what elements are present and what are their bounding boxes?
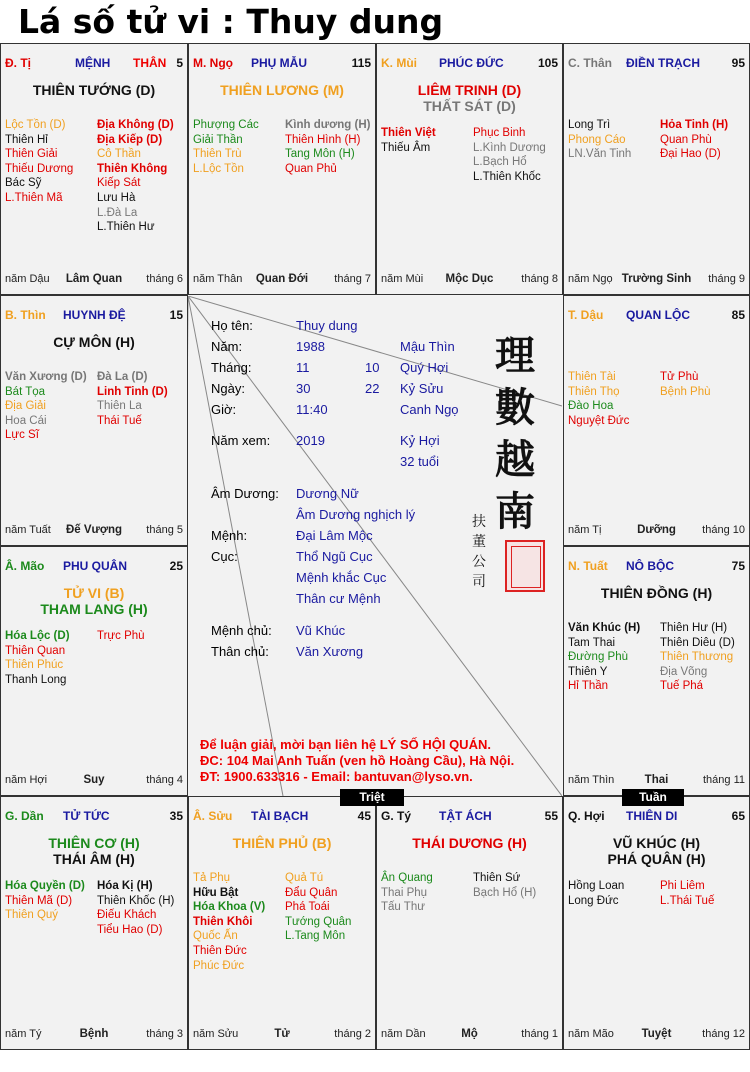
minor-stars-right	[660, 621, 735, 694]
palace-stage: Trường Sinh	[621, 273, 692, 285]
minor-star: Thiên Mã (D)	[5, 894, 73, 907]
minor-stars-left	[381, 871, 433, 915]
minor-star: Thiên Tài	[568, 371, 616, 383]
minor-star: L.Tang Môn	[285, 930, 346, 943]
view-year-label: Năm xem:	[211, 433, 271, 448]
month-label: Tháng:	[211, 360, 252, 375]
amduong-label: Âm Dương:	[211, 486, 279, 501]
minor-star: Cô Thần	[97, 148, 141, 161]
minor-star: Thiên Trù	[193, 148, 242, 161]
minor-star: Thiên Thọ	[568, 385, 620, 398]
palace-number: 5	[176, 56, 183, 70]
palace-header	[5, 809, 183, 823]
palace-number: 45	[357, 809, 371, 823]
palace-stage: Tử	[274, 1028, 290, 1040]
year-can: Mậu Thìn	[400, 339, 455, 354]
minor-star: Thái Tuế	[97, 414, 142, 427]
minor-star: Thiên Thương	[660, 651, 734, 664]
minor-star: Thiên Hư (H)	[660, 622, 728, 634]
cuc-value: Thổ Ngũ Cục	[296, 549, 373, 564]
minor-star: LN.Văn Tinh	[568, 148, 632, 161]
palace-header	[568, 308, 745, 322]
palace-footer	[5, 774, 183, 788]
main-star: THIÊN TƯỚNG (D)	[32, 82, 156, 98]
palace-stage: Mộc Dục	[445, 273, 494, 285]
palace-footer	[5, 1028, 183, 1042]
palace-month: tháng 2	[334, 1028, 371, 1040]
minor-stars-right	[660, 118, 728, 162]
palace-stage: Thai	[644, 774, 669, 786]
age-value: 32 tuổi	[400, 454, 440, 469]
minor-star: L.Thiên Hư	[97, 221, 155, 234]
calligraphy-small-char: 公	[472, 554, 486, 570]
cuc-label: Cục:	[211, 549, 238, 564]
palace-stage: Bệnh	[79, 1028, 109, 1040]
day-label: Ngày:	[211, 381, 245, 396]
palace-header	[193, 56, 371, 70]
palace-footer	[568, 774, 745, 788]
palace-header	[5, 559, 183, 573]
minor-star: L.Thiên Mã	[5, 191, 63, 204]
palace-cell	[0, 43, 188, 295]
minor-star: Thiên Hình (H)	[285, 133, 361, 146]
minor-star: Hồng Loan	[568, 880, 625, 892]
palace-number: 15	[169, 308, 183, 322]
minor-star: Đẩu Quân	[285, 886, 338, 899]
palace-year: năm Mão	[568, 1028, 614, 1040]
palace-cell	[188, 796, 376, 1050]
palace-number: 35	[169, 809, 183, 823]
minor-star: Thiếu Âm	[381, 141, 431, 154]
hour-value: 11:40	[296, 402, 328, 417]
name-value: Thuy dung	[296, 318, 358, 333]
main-star: PHÁ QUÂN (H)	[607, 851, 706, 867]
palace-header	[568, 559, 745, 573]
minor-star: Tuế Phá	[660, 680, 704, 693]
palace-month: tháng 3	[146, 1028, 183, 1040]
minor-star: Phi Liêm	[660, 880, 705, 892]
palace-number: 65	[731, 809, 745, 823]
palace-position: M. Ngọ	[193, 56, 233, 70]
palace-footer	[193, 1028, 371, 1042]
than-chu-value: Văn Xương	[296, 644, 364, 659]
month-lunar: 10	[365, 360, 380, 375]
minor-star: Kiếp Sát	[97, 177, 141, 190]
minor-star: Bát Tọa	[5, 385, 46, 398]
minor-star: Hóa Lộc (D)	[5, 630, 70, 642]
palace-month: tháng 8	[521, 273, 558, 285]
day-value: 30	[296, 381, 311, 396]
minor-stars-left	[568, 370, 629, 428]
palace-stage: Tuyệt	[641, 1028, 672, 1040]
minor-star: Tả Phụ	[193, 872, 231, 884]
minor-star: Thiên Khôi	[193, 915, 253, 928]
palace-year: năm Hợi	[5, 774, 48, 786]
minor-stars-right	[97, 879, 174, 937]
minor-stars-left	[193, 118, 259, 176]
palace-cell	[563, 546, 750, 796]
palace-cell	[563, 295, 750, 546]
palace-header	[381, 56, 558, 70]
palace-month: tháng 6	[146, 273, 183, 285]
minor-stars-right	[285, 871, 351, 944]
minor-stars-left	[193, 871, 265, 973]
palace-house: TẬT ÁCH	[439, 809, 492, 823]
menh-value: Đại Lâm Mộc	[296, 528, 373, 543]
tuan-tag: Tuần	[622, 789, 684, 806]
minor-stars-left	[568, 879, 624, 908]
minor-star: Địa Giải	[5, 400, 46, 413]
minor-stars-right	[97, 118, 174, 235]
palace-month: tháng 7	[334, 273, 371, 285]
minor-star: Thiên Việt	[381, 127, 436, 139]
minor-star: Thiên Giải	[5, 148, 58, 161]
minor-star: Long Trì	[568, 119, 611, 131]
palace-house: PHÚC ĐỨC	[439, 56, 504, 70]
than-cu-menh: Thân cư Mệnh	[296, 591, 381, 606]
hour-label: Giờ:	[211, 402, 237, 417]
palace-month: tháng 10	[702, 524, 745, 536]
palace-year: năm Sửu	[193, 1028, 239, 1040]
palace-house: TÀI BẠCH	[251, 809, 309, 823]
minor-star: Linh Tinh (D)	[97, 385, 168, 398]
minor-stars-right	[97, 370, 168, 428]
palace-header	[568, 809, 745, 823]
minor-stars-left	[568, 621, 640, 694]
palace-position: Â. Sửu	[193, 809, 233, 823]
minor-star: Lưu Hà	[97, 191, 136, 204]
cuc-note: Mệnh khắc Cục	[296, 570, 387, 585]
palace-year: năm Mùi	[381, 273, 424, 285]
minor-star: Hóa Khoa (V)	[193, 901, 266, 914]
palace-position: N. Tuất	[568, 559, 608, 573]
palace-header	[381, 809, 558, 823]
minor-star: Quan Phủ	[285, 162, 337, 175]
palace-number: 85	[731, 308, 745, 322]
palace-footer	[568, 273, 745, 287]
minor-star: L.Bạch Hổ	[473, 156, 527, 169]
minor-star: Bệnh Phù	[660, 385, 711, 398]
minor-star: Lực Sĩ	[5, 429, 39, 442]
palace-footer	[381, 273, 558, 287]
palace-house: PHU QUÂN	[63, 559, 128, 573]
palace-year: năm Dần	[381, 1028, 426, 1040]
main-star: VŨ KHÚC (H)	[612, 835, 701, 851]
minor-star: Quan Phù	[660, 133, 712, 146]
minor-star: Phượng Các	[193, 119, 259, 131]
palace-house: QUAN LỘC	[626, 308, 690, 322]
minor-star: Hóa Kị (H)	[97, 880, 153, 892]
minor-star: Lộc Tồn (D)	[5, 119, 66, 131]
palace-number: 95	[731, 56, 745, 70]
palace-position: Â. Mão	[5, 559, 45, 573]
main-star: THIÊN LƯƠNG (M)	[220, 82, 344, 98]
palace-number: 75	[731, 559, 745, 573]
palace-cell	[188, 43, 376, 295]
palace-cell	[0, 546, 188, 796]
palace-number: 25	[169, 559, 183, 573]
palace-stage: Mộ	[461, 1028, 478, 1040]
minor-star: L.Đà La	[97, 206, 138, 219]
year-label: Năm:	[211, 339, 243, 354]
palace-year: năm Tị	[568, 524, 602, 536]
minor-star: Thiên Hỉ	[5, 133, 48, 146]
minor-star: Tam Thai	[568, 636, 616, 649]
minor-stars-left	[5, 879, 85, 923]
minor-star: L.Thiên Khốc	[473, 170, 541, 183]
palace-header	[5, 56, 183, 70]
main-star: THIÊN CƠ (H)	[48, 835, 140, 851]
minor-star: Quốc Ấn	[193, 930, 238, 943]
minor-star: Thiên La	[97, 400, 142, 413]
name-label: Họ tên:	[211, 318, 253, 333]
minor-star: Thiên Đức	[193, 944, 247, 957]
minor-stars-left	[5, 118, 73, 206]
minor-stars-left	[568, 118, 631, 162]
palace-house: THIÊN DI	[626, 809, 678, 823]
main-star: THÁI DƯƠNG (H)	[412, 835, 527, 851]
palace-house: PHỤ MẪU	[251, 56, 307, 70]
minor-star: Trực Phù	[97, 630, 145, 642]
palace-cell	[0, 796, 188, 1050]
calligraphy-char: 越	[495, 436, 535, 483]
palace-number: 105	[537, 56, 558, 70]
palace-house: MỆNH	[75, 56, 111, 70]
red-seal-stamp	[505, 540, 545, 592]
minor-star: Phục Binh	[473, 127, 526, 139]
palace-month: tháng 11	[702, 774, 745, 786]
main-star: THIÊN PHỦ (B)	[232, 835, 332, 851]
amduong-value: Dương Nữ	[296, 486, 359, 501]
minor-star: Thanh Long	[5, 673, 67, 686]
minor-star: Thiếu Dương	[5, 162, 74, 175]
palace-cell	[376, 43, 563, 295]
main-star: THÁI ÂM (H)	[53, 851, 135, 867]
palace-footer	[5, 524, 183, 538]
year-value: 1988	[296, 339, 325, 354]
menh-chu-label: Mệnh chủ:	[211, 623, 272, 638]
palace-position: C. Thân	[568, 56, 612, 70]
calligraphy-small	[470, 512, 488, 592]
minor-star: Quả Tú	[285, 872, 324, 884]
month-can: Quý Hợi	[400, 360, 449, 375]
minor-star: Hóa Quyền (D)	[5, 880, 85, 892]
minor-star: Phúc Đức	[193, 959, 245, 972]
minor-star: Tấu Thư	[381, 901, 425, 914]
minor-star: Long Đức	[568, 894, 619, 907]
minor-star: Giải Thần	[193, 133, 243, 146]
palace-position: G. Dần	[5, 809, 44, 823]
palace-house: NÔ BỘC	[626, 559, 674, 573]
day-can: Kỷ Sửu	[400, 381, 444, 396]
palace-header	[568, 56, 745, 70]
minor-stars-right	[285, 118, 370, 176]
palace-footer	[568, 524, 745, 538]
palace-month: tháng 9	[708, 273, 745, 285]
menh-chu-value: Vũ Khúc	[296, 623, 346, 638]
page-title: Lá số tử vi : Thuy dung	[18, 2, 444, 41]
day-lunar: 22	[365, 381, 380, 396]
minor-star: Thiên Quý	[5, 909, 59, 922]
palace-number: 115	[351, 56, 371, 70]
contact-line: ĐT: 1900.633316 - Email: bantuvan@lyso.vn.	[200, 769, 473, 784]
calligraphy-char: 南	[495, 488, 535, 535]
minor-star: Điếu Khách	[97, 909, 157, 922]
minor-stars-right	[473, 126, 546, 184]
minor-star: Địa Không (D)	[97, 119, 174, 131]
minor-star: Hoa Cái	[5, 414, 47, 427]
palace-position: T. Dậu	[568, 308, 604, 322]
palace-position: B. Thìn	[5, 308, 46, 322]
minor-star: Tang Môn (H)	[285, 148, 355, 161]
minor-star: Phong Cáo	[568, 133, 626, 146]
palace-header	[5, 308, 183, 322]
minor-stars-left	[5, 370, 87, 443]
minor-stars-right	[97, 629, 145, 644]
minor-stars-left	[5, 629, 70, 687]
minor-star: Văn Xương (D)	[5, 371, 87, 383]
palace-house: ĐIỀN TRẠCH	[626, 56, 700, 70]
palace-cell	[0, 295, 188, 546]
minor-star: Phá Toái	[285, 901, 330, 914]
palace-year: năm Tý	[5, 1028, 42, 1040]
minor-star: Thiên Diêu (D)	[660, 636, 735, 649]
minor-star: Nguyệt Đức	[568, 414, 630, 427]
palace-number: 55	[544, 809, 558, 823]
minor-star: Đường Phù	[568, 651, 628, 664]
calligraphy-small-char: 司	[472, 574, 486, 590]
palace-year: năm Tuất	[5, 524, 51, 536]
minor-star: L.Kình Dương	[473, 141, 546, 154]
minor-star: Hỉ Thần	[568, 680, 609, 693]
palace-header	[193, 809, 371, 823]
minor-star: Tướng Quân	[285, 915, 352, 928]
palace-cell	[376, 796, 563, 1050]
palace-house: TỬ TỨC	[63, 809, 110, 823]
contact-block	[200, 737, 560, 785]
minor-star: Ân Quang	[381, 872, 433, 884]
minor-star: L.Lộc Tồn	[193, 162, 244, 175]
minor-star: Đại Hao (D)	[660, 148, 721, 161]
main-star: LIÊM TRINH (D)	[417, 82, 522, 98]
minor-star: Kình dương (H)	[285, 119, 371, 131]
minor-star: Hỏa Tinh (H)	[660, 119, 729, 131]
palace-year: năm Thìn	[568, 774, 615, 786]
month-value: 11	[296, 360, 310, 375]
palace-house: HUYNH ĐỆ	[63, 308, 126, 322]
palace-month: tháng 4	[146, 774, 183, 786]
view-year-value: 2019	[296, 433, 325, 448]
triet-tag: Triệt	[340, 789, 404, 806]
calligraphy-small-char: 董	[472, 534, 486, 550]
palace-footer	[193, 273, 371, 287]
minor-stars-left	[381, 126, 436, 155]
palace-position: G. Tý	[381, 809, 412, 823]
palace-footer	[381, 1028, 558, 1042]
minor-star: Thiên Y	[568, 665, 608, 678]
main-star: THẤT SÁT (D)	[423, 98, 516, 114]
palace-footer	[568, 1028, 745, 1042]
minor-stars-right	[473, 871, 536, 900]
than-chu-label: Thân chủ:	[211, 644, 269, 659]
minor-star: Đà La (D)	[97, 371, 148, 383]
minor-star: Thiên Quan	[5, 644, 66, 657]
view-year-can: Kỷ Hợi	[400, 433, 440, 448]
hour-can: Canh Ngọ	[400, 402, 459, 417]
palace-month: tháng 1	[521, 1028, 558, 1040]
main-star: CỰ MÔN (H)	[53, 334, 135, 350]
calligraphy-char: 數	[495, 384, 535, 431]
palace-stage: Dưỡng	[637, 524, 676, 536]
minor-star: Đào Hoa	[568, 400, 614, 413]
palace-stage: Lâm Quan	[65, 273, 123, 285]
palace-year: năm Ngọ	[568, 273, 613, 285]
palace-year: năm Thân	[193, 273, 243, 285]
minor-stars-right	[660, 370, 711, 399]
minor-star: Thiên Không	[97, 162, 168, 175]
minor-star: Thiên Phúc	[5, 659, 64, 672]
calligraphy-char: 理	[495, 332, 535, 379]
minor-star: Tiểu Hao (D)	[97, 923, 163, 936]
palace-cell	[563, 43, 750, 295]
palace-month: tháng 12	[702, 1028, 745, 1040]
minor-stars-right	[660, 879, 714, 908]
main-star: TỬ VI (B)	[63, 585, 125, 601]
palace-stage: Suy	[83, 774, 105, 786]
palace-than-marker: THÂN	[133, 56, 167, 70]
calligraphy-small-char: 扶	[472, 514, 486, 530]
minor-star: Thiên Khốc (H)	[97, 894, 175, 907]
palace-position: Đ. Tị	[5, 56, 31, 70]
amduong-note: Âm Dương nghịch lý	[296, 507, 416, 522]
minor-star: Bạch Hổ (H)	[473, 886, 537, 899]
minor-star: Hữu Bật	[193, 886, 239, 899]
palace-year: năm Dậu	[5, 273, 50, 285]
minor-star: Địa Võng	[660, 665, 708, 678]
calligraphy-text	[490, 330, 540, 538]
minor-star: L.Thái Tuế	[660, 894, 715, 907]
main-star: THAM LANG (H)	[40, 601, 148, 617]
minor-star: Tử Phù	[660, 371, 699, 383]
palace-position: Q. Hợi	[568, 809, 605, 823]
palace-cell	[563, 796, 750, 1050]
main-star: THIÊN ĐỒNG (H)	[600, 585, 713, 601]
minor-star: Thiên Sứ	[473, 872, 521, 884]
palace-position: K. Mùi	[381, 56, 417, 70]
contact-line: Để luận giải, mời bạn liên hệ LÝ SỐ HỘI QUÁN.	[200, 737, 491, 752]
minor-star: Bác Sỹ	[5, 177, 42, 190]
minor-star: Văn Khúc (H)	[568, 622, 641, 634]
minor-star: Địa Kiếp (D)	[97, 133, 163, 146]
contact-line: ĐC: 104 Mai Anh Tuấn (ven hồ Hoàng Cầu), Hà Nội.	[200, 753, 515, 768]
palace-stage: Đế Vượng	[65, 524, 123, 536]
palace-footer	[5, 273, 183, 287]
palace-month: tháng 5	[146, 524, 183, 536]
minor-star: Thai Phụ	[381, 886, 428, 899]
menh-label: Mệnh:	[211, 528, 248, 543]
palace-stage: Quan Đới	[255, 273, 309, 285]
